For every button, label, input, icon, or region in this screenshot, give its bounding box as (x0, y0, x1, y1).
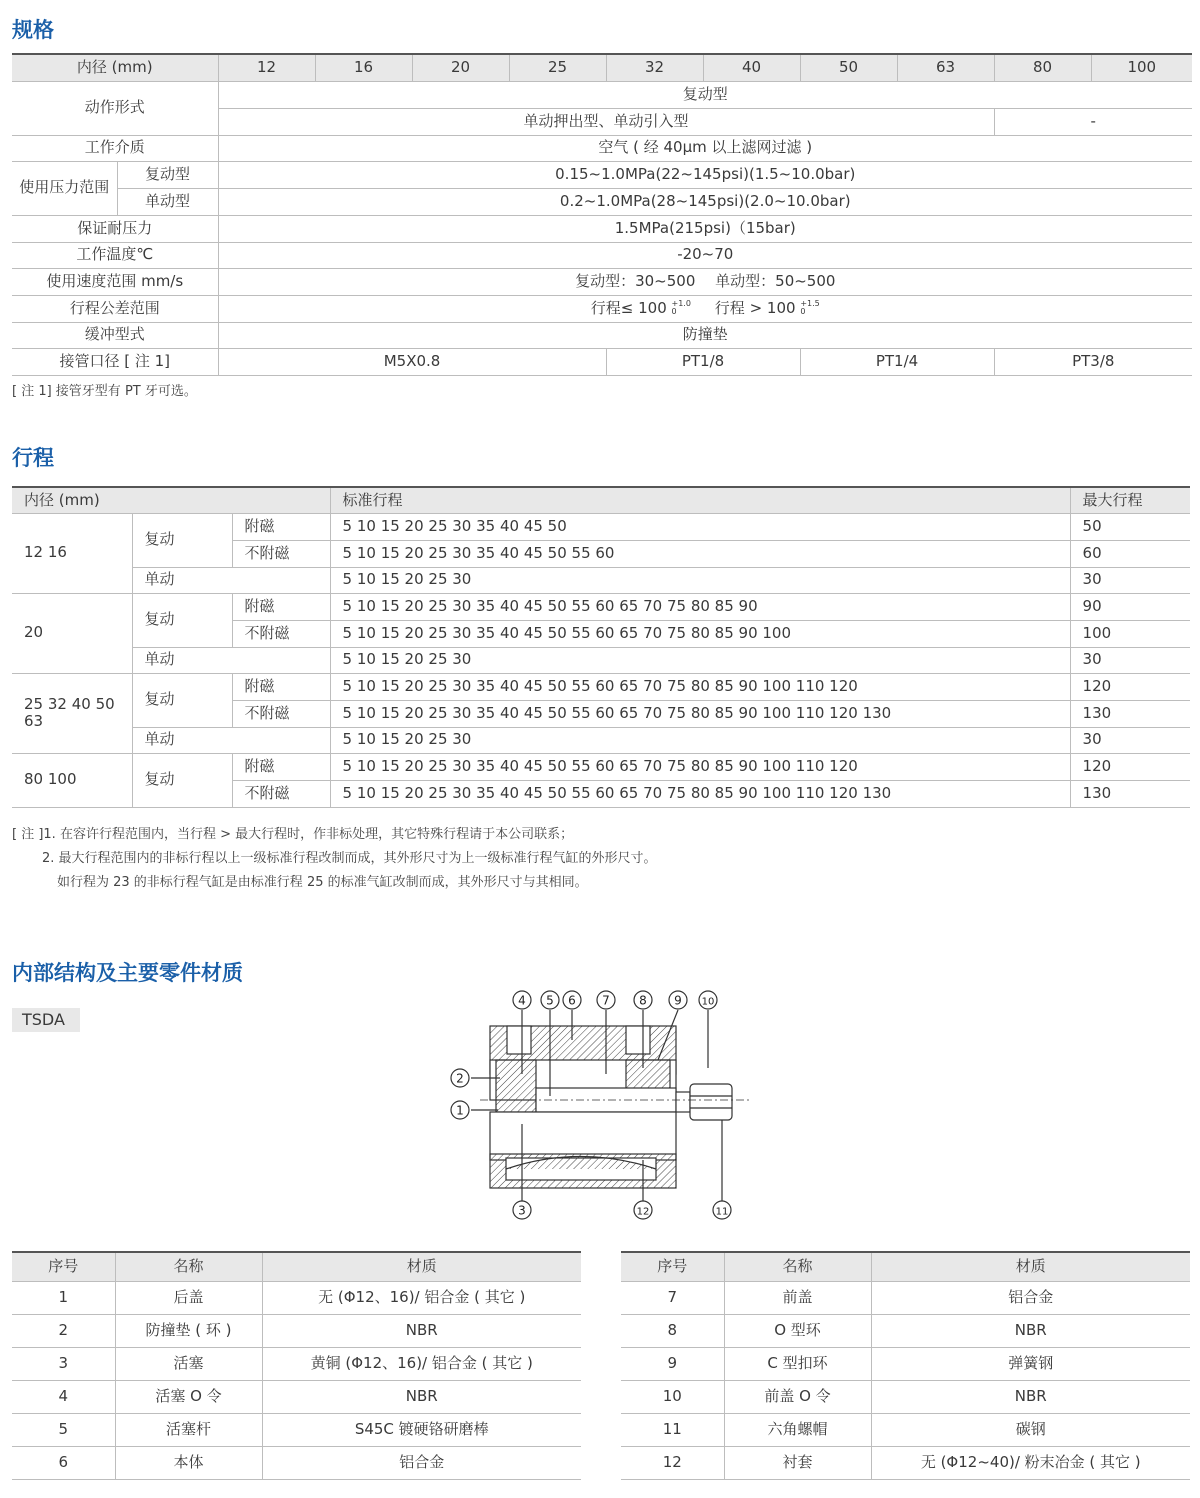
callout-label-3: 3 (518, 1203, 526, 1218)
stroke-std: 5 10 15 20 25 30 35 40 45 50 55 60 65 70 75 80 85 90 100 110 120 (330, 753, 1070, 780)
part-number: 1 (12, 1281, 115, 1314)
part-material: 铝合金 (262, 1446, 581, 1479)
callout-label-6: 6 (568, 993, 576, 1008)
action-single: 单动押出型、单动引入型 (218, 108, 994, 135)
bore-col: 16 (315, 54, 412, 81)
tol-a: 行程≤ 100 (590, 298, 667, 317)
stroke-std: 5 10 15 20 25 30 35 40 45 50 55 60 65 70 75 80 85 90 100 (330, 620, 1070, 647)
stroke-double: 复动 (132, 753, 232, 807)
part-name: 六角螺帽 (724, 1413, 871, 1446)
port-label: 接管口径 [ 注 1] (12, 348, 218, 375)
bore-col: 12 (218, 54, 315, 81)
part-material: NBR (262, 1380, 581, 1413)
stroke-bore: 80 100 (12, 753, 132, 807)
tol-label: 行程公差范围 (12, 295, 218, 322)
action-label: 动作形式 (12, 81, 218, 135)
spec-note: [ 注 1] 接管牙型有 PT 牙可选。 (12, 384, 197, 399)
port-value: M5X0.8 (218, 348, 606, 375)
spec-table (12, 53, 1192, 376)
bore-col: 80 (994, 54, 1091, 81)
stroke-mag: 附磁 (232, 593, 330, 620)
port-value: PT3/8 (994, 348, 1192, 375)
pressure-single-label: 单动型 (117, 188, 218, 215)
pressure-single-value: 0.2~1.0MPa(28~145psi)(2.0~10.0bar) (218, 188, 1192, 215)
stroke-header-max: 最大行程 (1070, 487, 1190, 513)
stroke-double: 复动 (132, 513, 232, 567)
part-material: NBR (262, 1314, 581, 1347)
part-material: NBR (871, 1314, 1190, 1347)
action-single-na: - (994, 108, 1192, 135)
port-value: PT1/8 (606, 348, 800, 375)
part-material: 无 (Φ12、16)/ 铝合金 ( 其它 ) (262, 1281, 581, 1314)
speed-value: 复动型：30~500 单动型：50~500 (218, 268, 1192, 295)
stroke-max: 130 (1070, 780, 1190, 807)
parts-row (12, 1380, 581, 1413)
parts-row (12, 1446, 581, 1479)
stroke-bore: 20 (12, 593, 132, 673)
part-name: C 型扣环 (724, 1347, 871, 1380)
callout-label-1: 1 (456, 1103, 464, 1118)
stroke-mag: 附磁 (232, 673, 330, 700)
parts-row (12, 1413, 581, 1446)
parts-table-left (12, 1251, 581, 1480)
stroke-std: 5 10 15 20 25 30 35 40 45 50 55 60 65 70 75 80 85 90 (330, 593, 1070, 620)
stroke-bore: 25 32 40 50 63 (12, 673, 132, 753)
parts-row (621, 1446, 1190, 1479)
stroke-table (12, 486, 1190, 808)
medium-label: 工作介质 (12, 135, 218, 161)
part-name: 衬套 (724, 1446, 871, 1479)
tol-b: 行程 > 100 (714, 298, 796, 317)
parts-row (621, 1380, 1190, 1413)
part-number: 8 (621, 1314, 724, 1347)
speed-label: 使用速度范围 mm/s (12, 268, 218, 295)
callout-label-8: 8 (639, 993, 647, 1008)
parts-table-right (621, 1251, 1190, 1480)
tol-a-sub: 0 (671, 307, 677, 317)
part-number: 2 (12, 1314, 115, 1347)
stroke-note-3: 如行程为 23 的非标行程气缸是由标准行程 25 的标准气缸改制而成，其外形尺寸与其相同。 (57, 875, 588, 890)
stroke-single: 单动 (132, 727, 330, 753)
part-material: 黄铜 (Φ12、16)/ 铝合金 ( 其它 ) (262, 1347, 581, 1380)
tol-b-sub: 0 (800, 307, 806, 317)
stroke-max: 120 (1070, 673, 1190, 700)
cushion-label: 缓冲型式 (12, 322, 218, 348)
stroke-max: 30 (1070, 567, 1190, 593)
stroke-single: 单动 (132, 647, 330, 673)
stroke-std: 5 10 15 20 25 30 (330, 567, 1070, 593)
pressure-double-label: 复动型 (117, 161, 218, 188)
parts-row (12, 1281, 581, 1314)
bore-col: 50 (800, 54, 897, 81)
stroke-max: 120 (1070, 753, 1190, 780)
temp-label: 工作温度℃ (12, 242, 218, 268)
stroke-nomag: 不附磁 (232, 620, 330, 647)
stroke-max: 130 (1070, 700, 1190, 727)
stroke-max: 30 (1070, 647, 1190, 673)
stroke-mag: 附磁 (232, 753, 330, 780)
part-name: O 型环 (724, 1314, 871, 1347)
parts-row (621, 1347, 1190, 1380)
pressure-double-value: 0.15~1.0MPa(22~145psi)(1.5~10.0bar) (218, 161, 1192, 188)
parts-row (12, 1347, 581, 1380)
tol-b-sup: +1.5 (800, 299, 820, 309)
stroke-std: 5 10 15 20 25 30 (330, 647, 1070, 673)
cylinder-cross-section-diagram (440, 984, 770, 1224)
port-value: PT1/4 (800, 348, 994, 375)
part-name: 后盖 (115, 1281, 262, 1314)
part-name: 活塞杆 (115, 1413, 262, 1446)
part-material: 碳钢 (871, 1413, 1190, 1446)
callout-label-9: 9 (674, 993, 682, 1008)
stroke-max: 100 (1070, 620, 1190, 647)
part-material: NBR (871, 1380, 1190, 1413)
structure-section-title: 内部结构及主要零件材质 (12, 961, 243, 985)
part-material: 无 (Φ12~40)/ 粉末冶金 ( 其它 ) (871, 1446, 1190, 1479)
part-number: 9 (621, 1347, 724, 1380)
part-number: 3 (12, 1347, 115, 1380)
part-material: 弹簧钢 (871, 1347, 1190, 1380)
tol-value (218, 295, 1192, 322)
parts-row (12, 1314, 581, 1347)
callout-label-11: 11 (715, 1206, 729, 1218)
callout-label-12: 12 (636, 1206, 650, 1218)
parts-row (621, 1281, 1190, 1314)
bore-col: 63 (897, 54, 994, 81)
bore-col: 25 (509, 54, 606, 81)
part-number: 6 (12, 1446, 115, 1479)
stroke-std: 5 10 15 20 25 30 (330, 727, 1070, 753)
hex-nut (690, 1084, 732, 1120)
cushion-value: 防撞垫 (218, 322, 1192, 348)
pressure-label: 使用压力范围 (12, 161, 117, 215)
bore-col: 20 (412, 54, 509, 81)
part-material: S45C 镀硬铬研磨棒 (262, 1413, 581, 1446)
callout-label-5: 5 (546, 993, 554, 1008)
stroke-max: 30 (1070, 727, 1190, 753)
parts-header: 名称 (115, 1252, 262, 1281)
parts-row (621, 1314, 1190, 1347)
part-name: 防撞垫 ( 环 ) (115, 1314, 262, 1347)
part-name: 活塞 (115, 1347, 262, 1380)
part-name: 本体 (115, 1446, 262, 1479)
stroke-max: 60 (1070, 540, 1190, 567)
callout-label-10: 10 (701, 996, 715, 1008)
part-name: 活塞 O 令 (115, 1380, 262, 1413)
part-number: 10 (621, 1380, 724, 1413)
parts-header: 材质 (871, 1252, 1190, 1281)
stroke-section-title: 行程 (12, 446, 54, 470)
callout-label-4: 4 (518, 993, 526, 1008)
stroke-mag: 附磁 (232, 513, 330, 540)
parts-header: 序号 (621, 1252, 724, 1281)
part-number: 11 (621, 1413, 724, 1446)
rear-cover (496, 1060, 536, 1112)
action-double: 复动型 (218, 81, 1192, 108)
stroke-std: 5 10 15 20 25 30 35 40 45 50 55 60 65 70 75 80 85 90 100 110 120 (330, 673, 1070, 700)
parts-header: 名称 (724, 1252, 871, 1281)
callout-label-7: 7 (602, 993, 610, 1008)
stroke-bore: 12 16 (12, 513, 132, 593)
stroke-max: 90 (1070, 593, 1190, 620)
stroke-std: 5 10 15 20 25 30 35 40 45 50 55 60 65 70 75 80 85 90 100 110 120 130 (330, 700, 1070, 727)
stroke-std: 5 10 15 20 25 30 35 40 45 50 55 60 65 70 75 80 85 90 100 110 120 130 (330, 780, 1070, 807)
parts-header: 材质 (262, 1252, 581, 1281)
stroke-single: 单动 (132, 567, 330, 593)
part-name: 前盖 (724, 1281, 871, 1314)
bore-col: 40 (703, 54, 800, 81)
stroke-double: 复动 (132, 593, 232, 647)
part-number: 5 (12, 1413, 115, 1446)
stroke-note-1: [ 注 ]1. 在容许行程范围内，当行程 > 最大行程时，作非标处理，其它特殊行程请于本公司联系； (12, 827, 574, 842)
spec-section-title: 规格 (12, 18, 54, 42)
stroke-nomag: 不附磁 (232, 540, 330, 567)
callout-label-2: 2 (456, 1071, 464, 1086)
proof-label: 保证耐压力 (12, 215, 218, 242)
stroke-std: 5 10 15 20 25 30 35 40 45 50 (330, 513, 1070, 540)
part-material: 铝合金 (871, 1281, 1190, 1314)
stroke-std: 5 10 15 20 25 30 35 40 45 50 55 60 (330, 540, 1070, 567)
model-tag: TSDA (12, 1008, 80, 1032)
stroke-nomag: 不附磁 (232, 700, 330, 727)
tol-a-sup: +1.0 (671, 299, 691, 309)
part-number: 4 (12, 1380, 115, 1413)
part-number: 12 (621, 1446, 724, 1479)
stroke-header-std: 标准行程 (330, 487, 1070, 513)
temp-value: -20~70 (218, 242, 1192, 268)
stroke-nomag: 不附磁 (232, 780, 330, 807)
parts-header: 序号 (12, 1252, 115, 1281)
bore-col: 100 (1091, 54, 1192, 81)
part-name: 前盖 O 令 (724, 1380, 871, 1413)
stroke-header-bore: 内径 (mm) (12, 487, 330, 513)
part-number: 7 (621, 1281, 724, 1314)
bore-col: 32 (606, 54, 703, 81)
parts-row (621, 1413, 1190, 1446)
bore-header: 内径 (mm) (12, 54, 218, 81)
medium-value: 空气 ( 经 40μm 以上滤网过滤 ) (218, 135, 1192, 161)
stroke-note-2: 2. 最大行程范围内的非标行程以上一级标准行程改制而成，其外形尺寸为上一级标准行程气缸的外形尺寸。 (42, 851, 657, 866)
stroke-max: 50 (1070, 513, 1190, 540)
proof-value: 1.5MPa(215psi)（15bar) (218, 215, 1192, 242)
stroke-double: 复动 (132, 673, 232, 727)
